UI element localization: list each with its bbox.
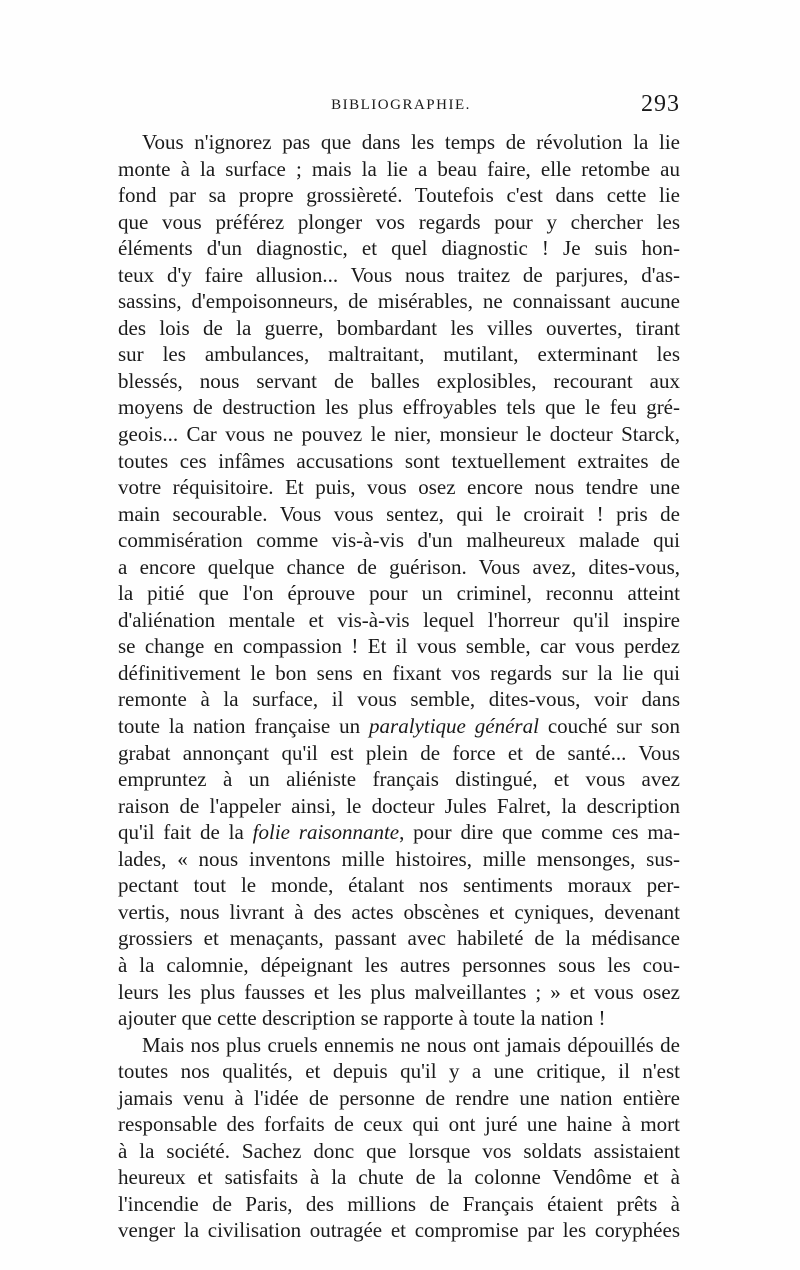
text-line: raison de l'appeler ainsi, le docteur Jules Falret, la description (118, 793, 680, 818)
body-text (118, 129, 680, 1244)
text-line: se change en compassion ! Et il vous semble, car vous perdez (118, 634, 680, 659)
text-segment: couché sur son (538, 714, 680, 739)
text-line: lades, « nous inventons mille histoires, mille mensonges, sus- (118, 846, 680, 871)
text-line: commisération comme vis-à-vis d'un malheureux malade qui (118, 528, 680, 553)
page-number: 293 (641, 91, 680, 117)
text-line: d'aliénation mentale et vis-à-vis lequel l'horreur qu'il inspire (118, 607, 680, 632)
text-line (118, 713, 680, 740)
text-line: que vous préférez plonger vos regards pour y chercher les (118, 209, 680, 234)
text-segment: qu'il fait de la (118, 820, 253, 845)
text-line: grabat annonçant qu'il est plein de force et de santé... Vous (118, 740, 680, 765)
running-title: BIBLIOGRAPHIE. (331, 97, 471, 113)
text-line: éléments d'un diagnostic, et quel diagnostic ! Je suis hon- (118, 236, 680, 261)
text-segment: toute la nation française un (118, 714, 370, 739)
text-line: responsable des forfaits de ceux qui ont juré une haine à mort (118, 1112, 680, 1137)
text-line: l'incendie de Paris, des millions de Français étaient prêts à (118, 1191, 680, 1216)
text-line: sur les ambulances, maltraitant, mutilant, exterminant les (118, 342, 680, 367)
text-line: geois... Car vous ne pouvez le nier, monsieur le docteur Starck, (118, 422, 680, 447)
text-line: jamais venu à l'idée de personne de rendre une nation entière (118, 1085, 680, 1110)
text-line: fond par sa propre grossièreté. Toutefois c'est dans cette lie (118, 183, 680, 208)
text-line: des lois de la guerre, bombardant les villes ouvertes, tirant (118, 315, 680, 340)
text-line: Vous n'ignorez pas que dans les temps de révolution la lie (142, 130, 680, 154)
text-line: remonte à la surface, il vous semble, dites-vous, voir dans (118, 687, 680, 712)
text-line: à la calomnie, dépeignant les autres personnes sous les cou- (118, 952, 680, 977)
italic-phrase: paralytique général (369, 714, 539, 739)
text-line: ajouter que cette description se rapporte à toute la nation ! (118, 1006, 606, 1031)
text-segment: , pour dire que comme ces ma- (399, 820, 680, 845)
italic-phrase: folie raisonnante (252, 820, 400, 845)
text-line: toutes nos qualités, et depuis qu'il y a une critique, il n'est (118, 1059, 680, 1084)
text-line: venger la civilisation outragée et compromise par les coryphées (118, 1218, 680, 1243)
text-line: la pitié que l'on éprouve pour un criminel, reconnu atteint (118, 581, 680, 606)
text-line: main secourable. Vous vous sentez, qui le croirait ! pris de (118, 501, 680, 526)
text-line: empruntez à un aliéniste français distingué, et vous avez (118, 767, 680, 792)
text-line: a encore quelque chance de guérison. Vous avez, dites-vous, (118, 554, 680, 579)
text-line: monte à la surface ; mais la lie a beau faire, elle retombe au (118, 156, 680, 181)
running-head (122, 91, 680, 121)
text-line: teux d'y faire allusion... Vous nous traitez de parjures, d'as- (118, 262, 680, 287)
text-line (118, 819, 680, 846)
text-line: leurs les plus fausses et les plus malveillantes ; » et vous osez (118, 979, 680, 1004)
text-line: grossiers et menaçants, passant avec habileté de la médisance (118, 926, 680, 951)
text-line: à la société. Sachez donc que lorsque vos soldats assistaient (118, 1138, 680, 1163)
text-line: vertis, nous livrant à des actes obscènes et cyniques, devenant (118, 899, 680, 924)
text-line: sassins, d'empoisonneurs, de misérables, ne connaissant aucune (118, 289, 680, 314)
text-line: votre réquisitoire. Et puis, vous osez encore nous tendre une (118, 475, 680, 500)
text-line: pectant tout le monde, étalant nos sentiments moraux per- (118, 873, 680, 898)
text-line: blessés, nous servant de balles explosibles, recourant aux (118, 368, 680, 393)
text-line: définitivement le bon sens en fixant vos regards sur la lie qui (118, 660, 680, 685)
text-line: Mais nos plus cruels ennemis ne nous ont jamais dépouillés de (142, 1032, 680, 1057)
text-line: moyens de destruction les plus effroyables tels que le feu gré- (118, 395, 680, 420)
text-line: heureux et satisfaits à la chute de la colonne Vendôme et à (118, 1165, 680, 1190)
text-line: toutes ces infâmes accusations sont textuellement extraites de (118, 448, 680, 473)
